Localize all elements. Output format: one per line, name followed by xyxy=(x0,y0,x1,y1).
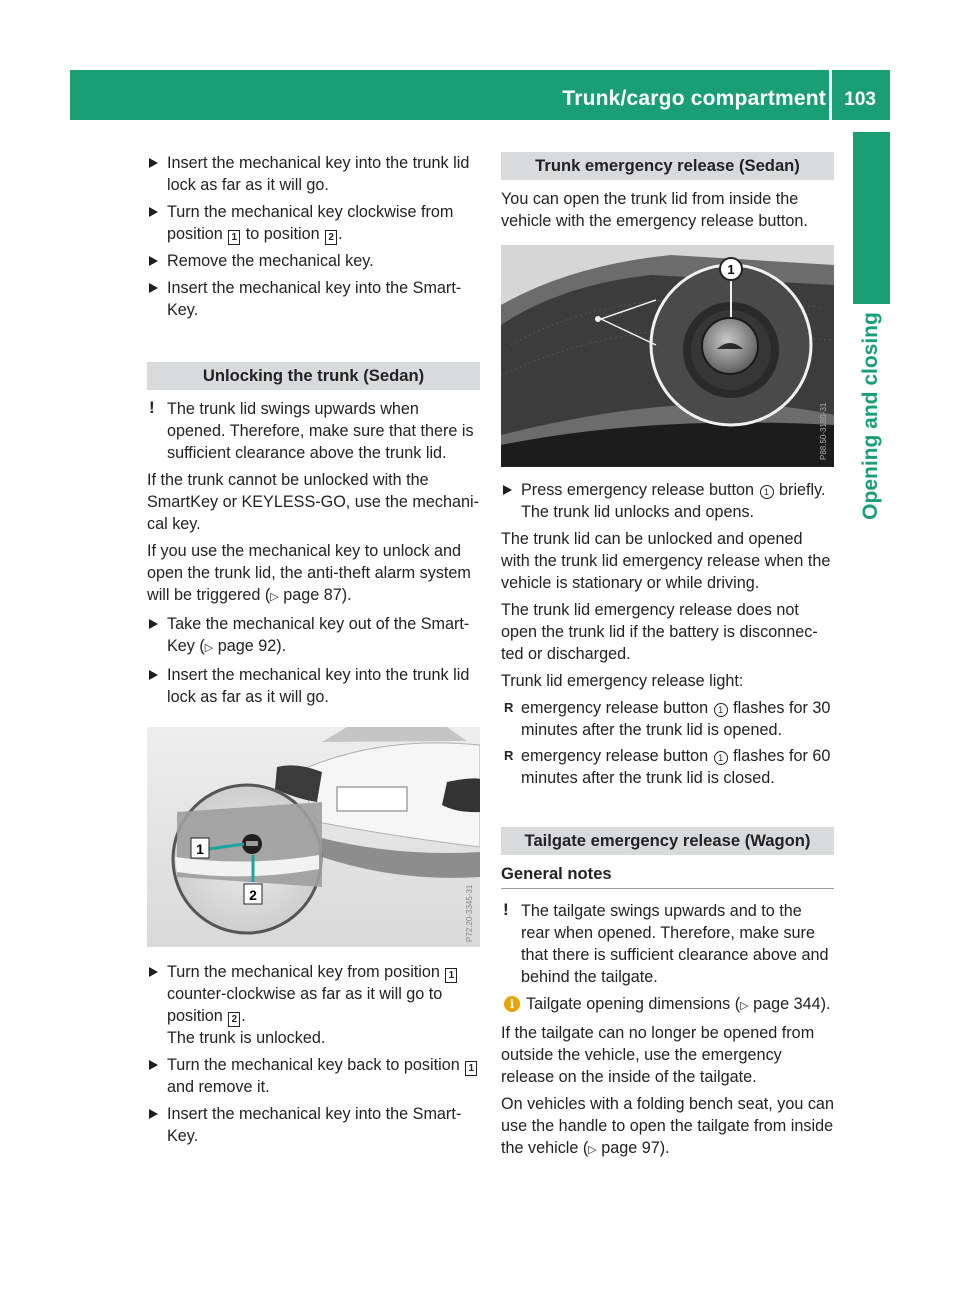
page-ref-icon: ▷ xyxy=(740,1000,749,1012)
photo-callout-2: 2 xyxy=(249,887,257,903)
paragraph: The trunk lid can be unlocked and opened with the trunk lid emergency release when the vehicle is stationary or while driving. xyxy=(501,530,831,592)
instruction-step: Press emergency release button 1 briefly. The trunk lid unlocks and opens. xyxy=(501,479,834,523)
photo-callout: 1 xyxy=(727,262,735,277)
trunk-lock-photo xyxy=(147,727,480,947)
photo-code: P72.20-3345-31 xyxy=(465,884,474,942)
page-ref-icon: ▷ xyxy=(270,591,279,603)
section-heading-emergency-release: Trunk emergency release (Sedan) xyxy=(501,152,834,180)
instruction-step: Insert the mechanical key into the Smart-Key. xyxy=(147,1103,480,1147)
side-tab-label: Opening and closing xyxy=(859,312,882,520)
instruction-step: Turn the mechanical key back to position 1 and remove it. xyxy=(147,1054,480,1098)
emergency-release-photo xyxy=(501,245,834,467)
position-1-key: 1 xyxy=(445,968,457,983)
list-item: R emergency release button 1 flashes for 60 minutes after the trunk lid is closed. xyxy=(501,745,834,789)
paragraph: On vehicles with a folding bench seat, you can use the handle to open the tailgate from inside the vehicle (▷ page 97). xyxy=(501,1095,834,1157)
instruction-step: Take the mechanical key out of the Smart-Key (▷ page 92). xyxy=(147,613,480,659)
paragraph: You can open the trunk lid from inside the vehicle with the emergency release button. xyxy=(501,190,808,230)
side-tab-marker xyxy=(853,132,890,304)
instruction-step: Insert the mechanical key into the trunk lid lock as far as it will go. xyxy=(147,664,480,708)
page-number: 103 xyxy=(844,89,876,110)
callout-1-marker: 1 xyxy=(714,703,728,717)
position-1-key: 1 xyxy=(465,1061,477,1076)
left-column xyxy=(147,152,480,1152)
page-link[interactable]: page 344). xyxy=(753,995,831,1013)
exclamation-icon: ! xyxy=(149,398,155,417)
exclamation-icon: ! xyxy=(503,900,509,919)
info-note: i Tailgate opening dimensions (▷ page 344). xyxy=(501,993,834,1017)
page-link[interactable]: page 92). xyxy=(217,637,287,655)
page-link[interactable]: page 87). xyxy=(283,586,352,604)
instruction-step: Turn the mechanical key clockwise from position 1 to position 2 . xyxy=(147,201,480,245)
callout-1-marker: 1 xyxy=(760,485,774,499)
paragraph: If the trunk cannot be unlocked with the SmartKey or KEYLESS-GO, use the mechani-cal key. xyxy=(147,471,479,533)
photo-code: P88.50-3180-31 xyxy=(819,402,828,460)
page-ref-icon: ▷ xyxy=(204,642,214,654)
section-heading-tailgate: Tailgate emergency release (Wagon) xyxy=(501,827,834,855)
page-link[interactable]: page 97). xyxy=(601,1139,670,1157)
subsection-heading-general-notes: General notes xyxy=(501,863,834,889)
info-icon: i xyxy=(504,996,520,1012)
paragraph: Trunk lid emergency release light: xyxy=(501,672,744,690)
callout-1-marker: 1 xyxy=(714,751,728,765)
warning-note: ! The tailgate swings upwards and to the rear when opened. Therefore, make sure that there is sufficient clearance above and behind the tailgate. xyxy=(503,900,829,986)
instruction-step: Insert the mechanical key into the trunk lid lock as far as it will go. xyxy=(147,152,480,196)
right-column xyxy=(501,152,834,1166)
instruction-step: Insert the mechanical key into the Smart-Key. xyxy=(147,277,480,321)
page-header xyxy=(70,70,890,120)
warning-note: ! The trunk lid swings upwards when opened. Therefore, make sure that there is sufficient clearance above the trunk lid. xyxy=(149,398,474,462)
section-heading-unlocking: Unlocking the trunk (Sedan) xyxy=(147,362,480,390)
step-result: The trunk is unlocked. xyxy=(167,1029,326,1047)
header-divider xyxy=(829,70,832,120)
chapter-title: Trunk/cargo compartment xyxy=(562,87,826,110)
position-2-key: 2 xyxy=(325,230,337,245)
list-item: R emergency release button 1 flashes for 30 minutes after the trunk lid is opened. xyxy=(501,697,834,741)
step-result: The trunk lid unlocks and opens. xyxy=(521,503,755,521)
paragraph: If the tailgate can no longer be opened from outside the vehicle, use the emergency release on the inside of the tailgate. xyxy=(501,1024,815,1086)
instruction-step: Remove the mechanical key. xyxy=(147,250,480,272)
paragraph: If you use the mechanical key to unlock and open the trunk lid, the anti-theft alarm system will be triggered (▷ page 87). xyxy=(147,542,471,604)
position-2-key: 2 xyxy=(228,1012,240,1027)
paragraph: The trunk lid emergency release does not open the trunk lid if the battery is disconnec-ted or discharged. xyxy=(501,601,818,663)
photo-callout-1: 1 xyxy=(196,841,204,857)
position-1-key: 1 xyxy=(228,230,240,245)
page-ref-icon: ▷ xyxy=(588,1144,597,1156)
instruction-step: Turn the mechanical key from position 1 counter-clockwise as far as it will go to position 2 . The trunk is unlocked. xyxy=(147,961,480,1049)
